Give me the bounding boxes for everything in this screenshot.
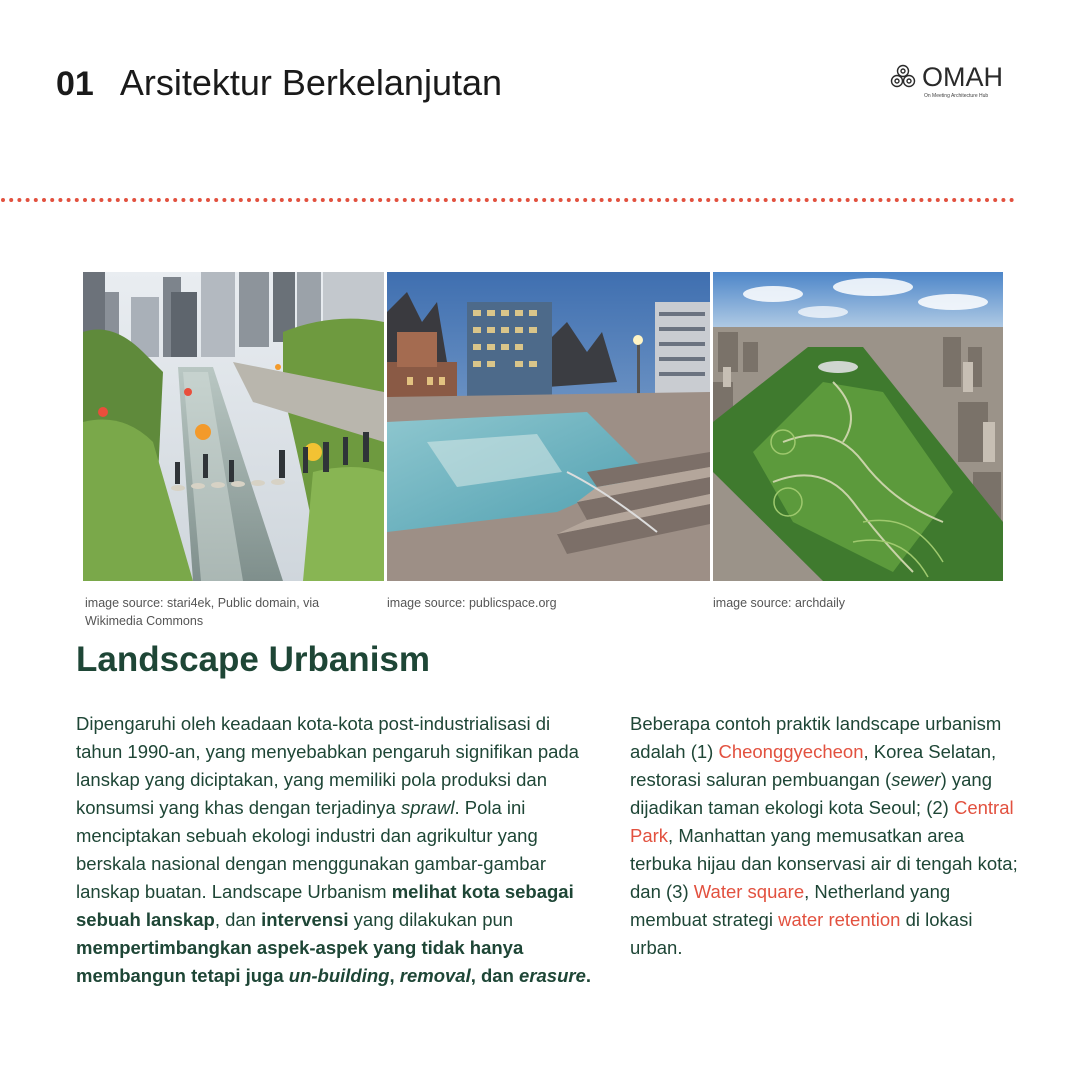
logo-subtitle: On Meeting Architecture Hub (924, 93, 989, 99)
link-cheonggyecheon: Cheonggyecheon (718, 741, 864, 762)
omah-logo (888, 62, 1012, 106)
photo-cheonggyecheon (83, 272, 384, 581)
link-central-park: Central Park (630, 797, 1014, 846)
logo-wordmark: OMAH (922, 62, 1003, 92)
photo-caption: image source: publicspace.org (387, 596, 557, 610)
section-number: 01 (56, 65, 94, 103)
page-title: Arsitektur Berkelanjutan (119, 62, 503, 103)
photo-water-square (387, 272, 710, 581)
dotted-divider (0, 196, 1020, 204)
photo-central-park (713, 272, 1003, 581)
right-column-text: Beberapa contoh praktik landscape urbanism adalah (1) Cheonggyecheon, Korea Selatan, restorasi saluran pembuangan (sewer) yang dijadikan taman ekologi kota Seoul; (2) Central Park, Manhattan yang memusatkan area terbuka hijau dan konservasi air di tengah kota; dan (3) Water square, Netherland yang membuat strategi water retention di lokasi urban. (630, 713, 1018, 958)
section-title: Landscape Urbanism (76, 640, 430, 679)
photo-caption: image source: archdaily (713, 596, 846, 610)
page-header (56, 62, 502, 104)
link-water-square: Water square (693, 881, 805, 902)
link-water-retention: water retention (778, 909, 901, 930)
triple-circle-logo-icon (888, 62, 918, 92)
photo-caption: image source: stari4ek, Public domain, via Wikimedia Commons (85, 596, 320, 628)
left-column-text: Dipengaruhi oleh keadaan kota-kota post-industrialisasi di tahun 1990-an, yang menyebabkan pengaruh signifikan pada lanskap yang diciptakan, yang memiliki pola produksi dan konsumsi yang khas dengan terjadinya sprawl. Pola ini menciptakan sebuah ekologi industri dan agrikultur yang berskala nasional dengan menggunakan gambar-gambar lanskap buatan. Landscape Urbanism melihat kota sebagai sebuah lanskap, dan intervensi yang dilakukan pun mempertimbangkan aspek-aspek yang tidak hanya membangun tetapi juga un-building, removal, dan erasure. (76, 713, 592, 986)
